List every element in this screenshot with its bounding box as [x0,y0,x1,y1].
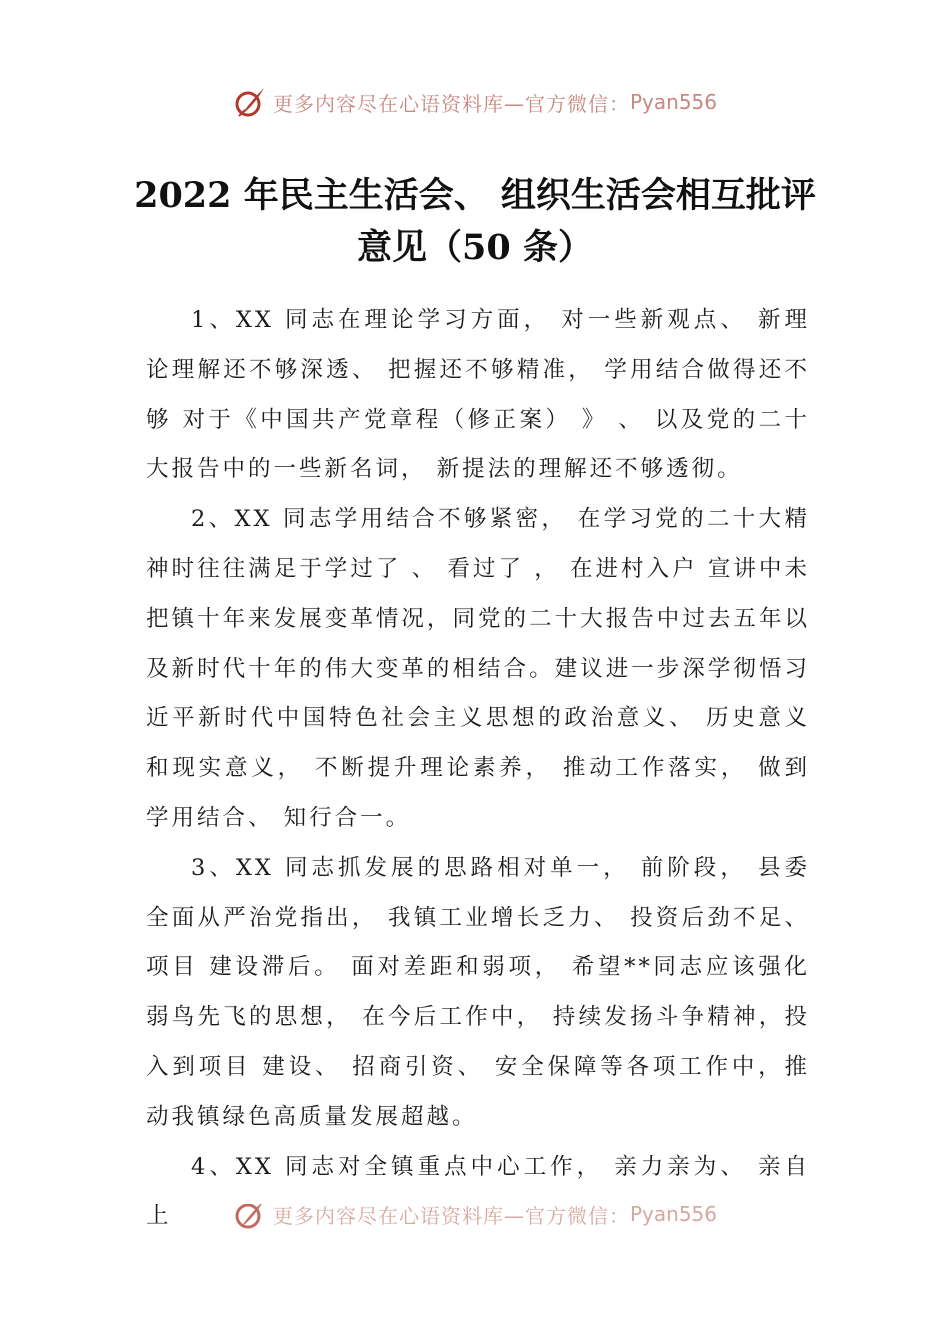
title-line-1: 2022 年民主生活会、 组织生活会相互批评 [134,175,816,216]
footer-watermark-text: 更多内容尽在心语资料库—官方微信： [272,1204,630,1228]
header-watermark [0,82,950,122]
paragraph-1: 1、XX 同志在理论学习方面， 对一些新观点、 新理论理解还不够深透、 把握还不够精准， 学用结合做得还不够 对于《中国共产党章程（修正案） 》 、 以及党的二十大报告中的一些新名词， 新提法的理解还不够透彻。 [146,307,810,483]
title-line-2: 意见（50 条） [357,227,593,268]
paragraph-2: 2、XX 同志学用结合不够紧密， 在学习党的二十大精神时往往满足于学过了 、 看过了 ， 在进村入户 宣讲中未把镇十年来发展变革情况，同党的二十大报告中过去五年以及新时代十年的伟大变革的相结合。建议进一步深学彻悟习近平新时代中国特色社会主义思想的政治意义、 历史意义和现实意义， 不断提升理论素养， 推动工作落实， 做到学用结合、 知行合一。 [146,506,810,831]
quill-logo-icon [233,85,267,119]
header-watermark-id: Pyan556 [629,90,717,114]
paragraph-3: 3、XX 同志抓发展的思路相对单一， 前阶段， 县委全面从严治党指出， 我镇工业增长乏力、 投资后劲不足、项目 建设滞后。 面对差距和弱项， 希望**同志应该强化弱鸟先飞的思想， 在今后工作中， 持续发扬斗争精神，投入到项目 建设、 招商引资、 安全保障等各项工作中，推动我镇绿色高质量发展超越。 [146,854,810,1130]
header-watermark-text: 更多内容尽在心语资料库—官方微信： [272,91,630,116]
quill-logo-icon [233,1204,267,1231]
footer-watermark-id: Pyan556 [629,1204,717,1226]
paragraph-4: 4、XX 同志对全镇重点中心工作， 亲力亲为、 亲自上 [146,1153,810,1230]
document-body [146,296,810,1242]
footer-watermark [0,1204,950,1240]
document-title [0,170,950,274]
